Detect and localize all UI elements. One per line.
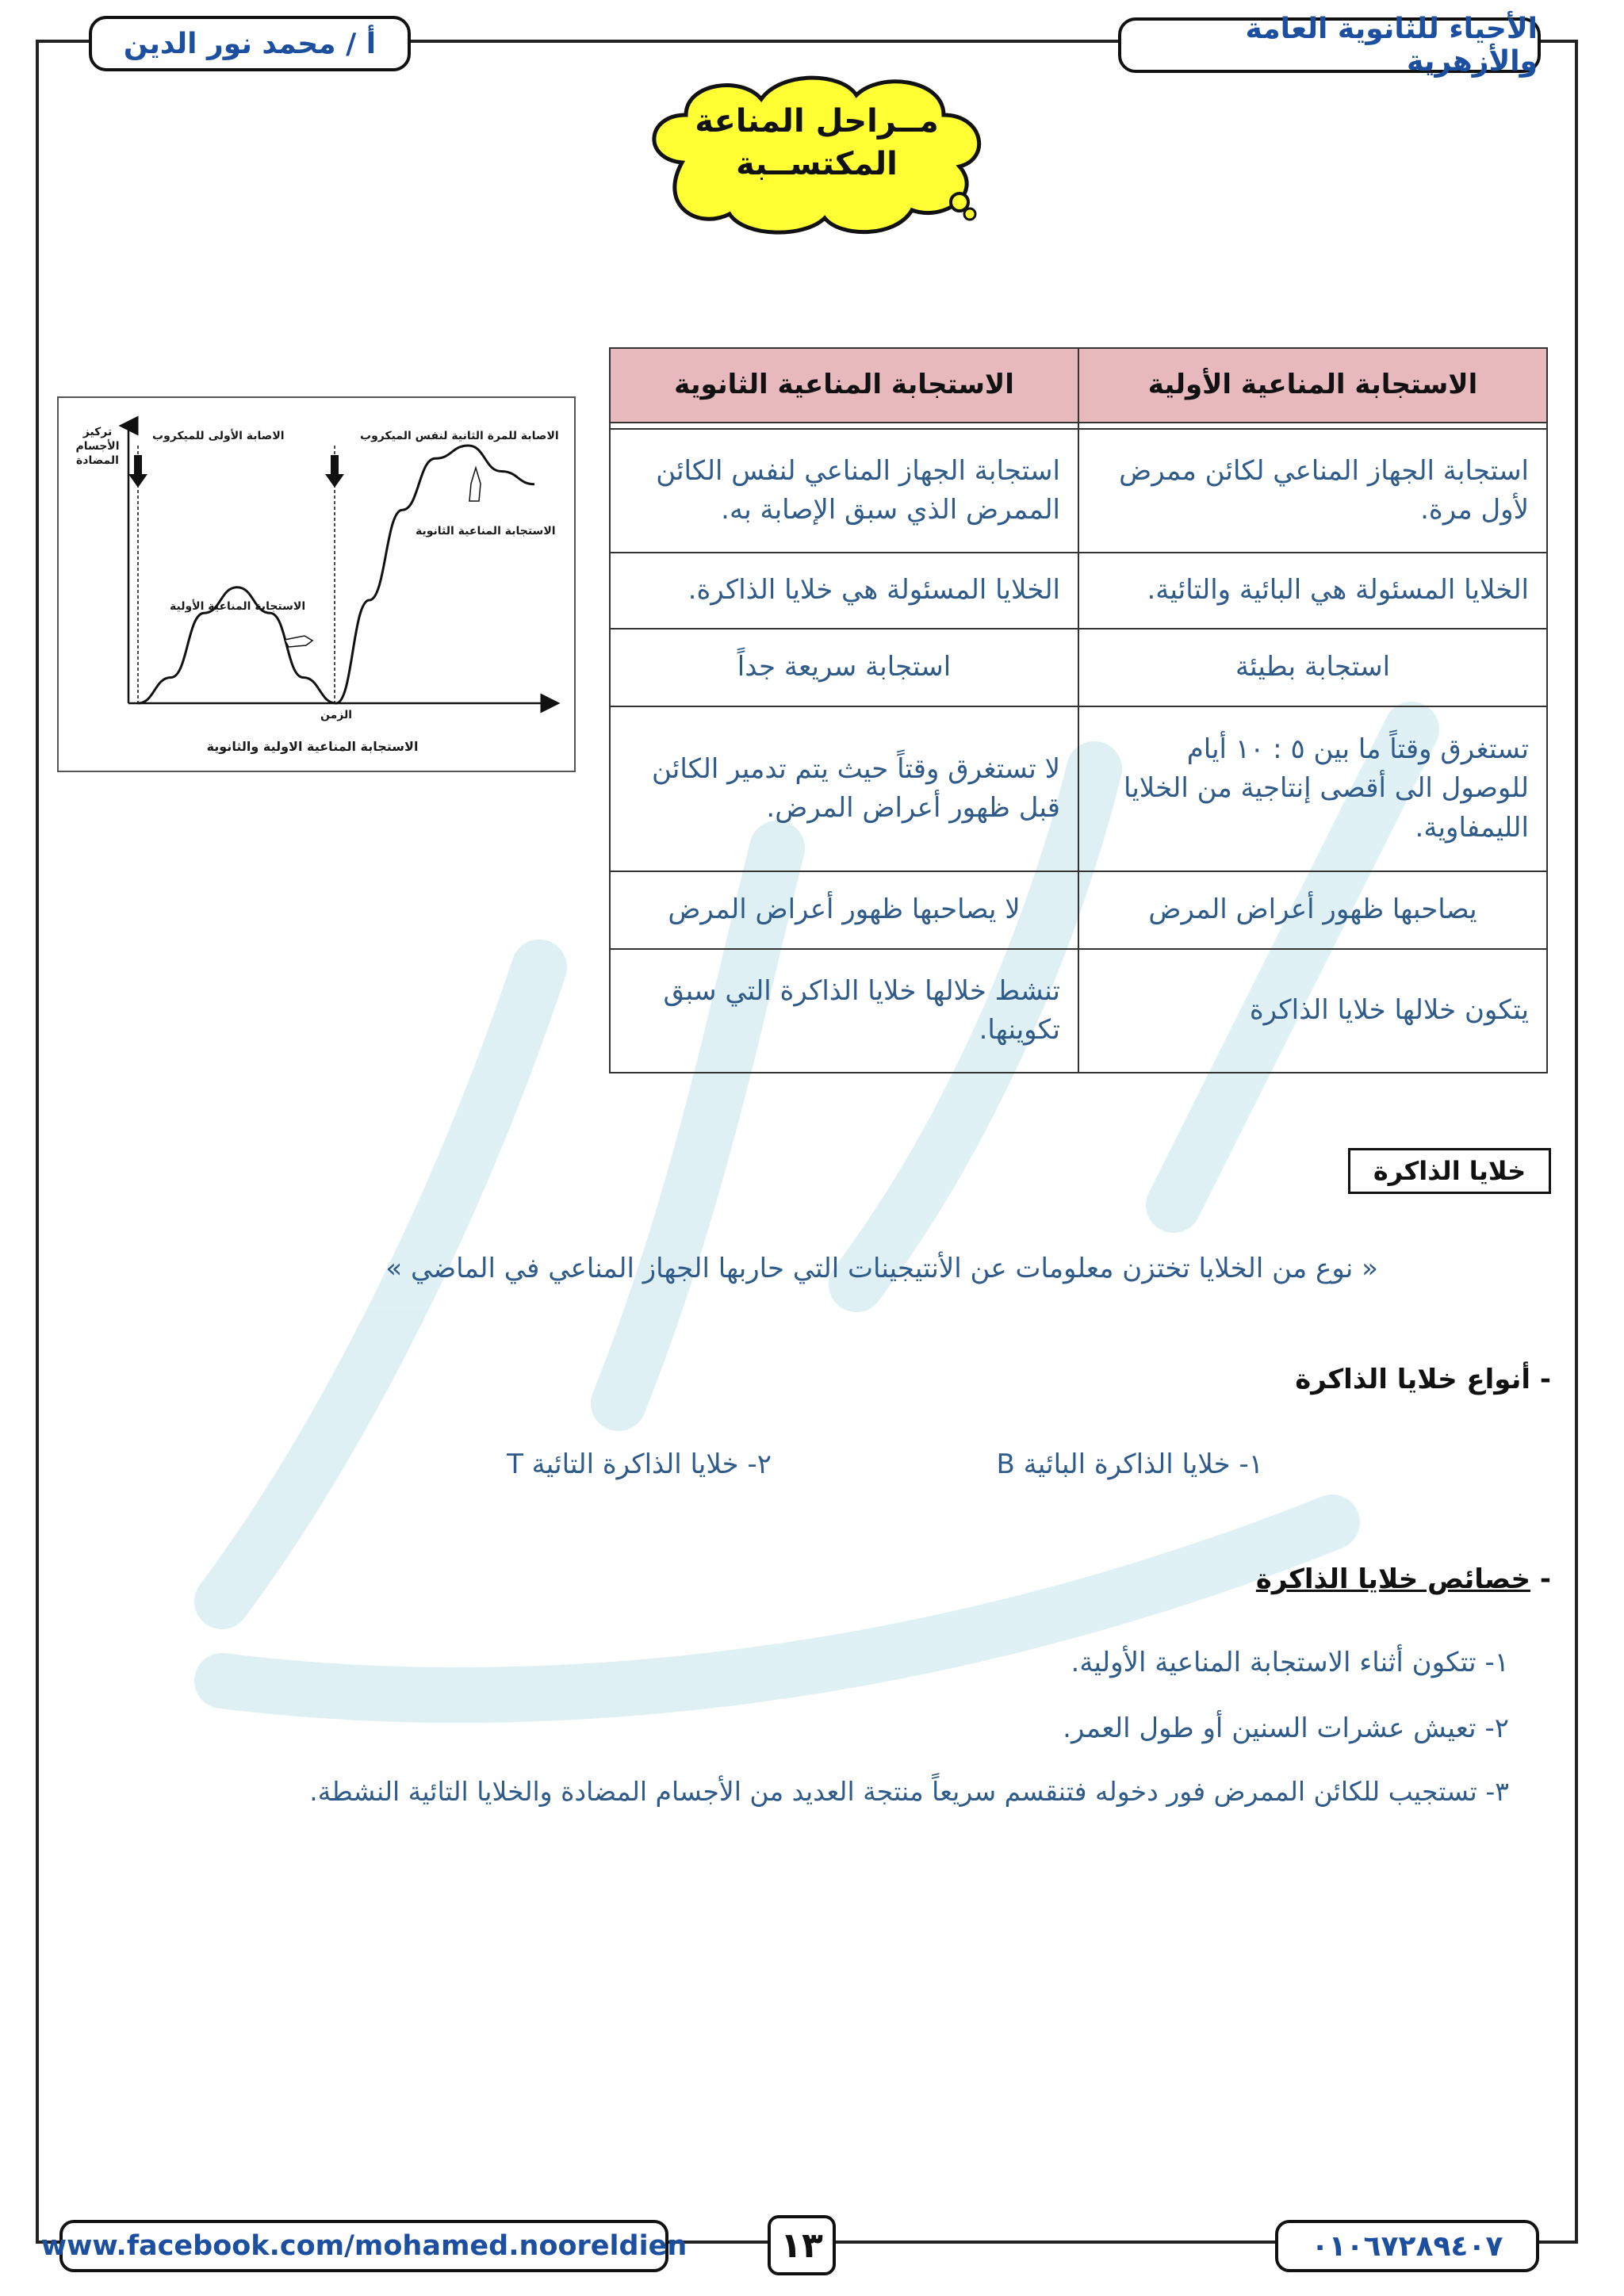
- graph-caption: الاستجابة المناعية الاولية والثانوية: [206, 739, 419, 754]
- footer-phone: [1275, 2220, 1539, 2272]
- props-heading-text: خصائص خلايا الذاكرة: [1255, 1563, 1531, 1595]
- graph-x-axis-label: الزمن: [320, 709, 353, 721]
- page-title-line2: المكتســبة: [736, 146, 898, 182]
- table-cell: يتكون خلالها خلايا الذاكرة: [1078, 949, 1547, 1073]
- footer-page-number: [768, 2215, 836, 2275]
- pointing-hand-icon: [285, 468, 481, 647]
- table-row: [610, 871, 1547, 949]
- table-header-secondary: الاستجابة المناعية الثانوية: [610, 348, 1078, 423]
- frame-bottom-c: [831, 2241, 1275, 2244]
- table-row: [610, 949, 1547, 1073]
- frame-left: [36, 40, 39, 2244]
- table-cell: الخلايا المسئولة هي خلايا الذاكرة.: [610, 553, 1078, 629]
- graph-secondary-response-label: الاستجابة المناعية الثانوية: [416, 525, 556, 538]
- graph-y-axis-label: تركيز الأجسام المضادة: [75, 426, 120, 468]
- table-row: [610, 429, 1547, 553]
- graph-second-infection-label: الاصابة للمرة الثانية لنفس الميكروب: [360, 430, 559, 442]
- table-row: [610, 553, 1547, 629]
- table-cell: استجابة الجهاز المناعي لنفس الكائن الممرض الذي سبق الإصابة به.: [610, 429, 1078, 553]
- page-number-text: ١٣: [780, 2225, 823, 2266]
- secondary-response-curve: [336, 446, 534, 703]
- frame-top-right: [1538, 40, 1578, 43]
- table-cell: استجابة سريعة جداً: [610, 629, 1078, 706]
- second-infection-arrow-icon: [325, 455, 344, 488]
- table-gap-row: [610, 423, 1547, 429]
- table-row: [610, 629, 1547, 706]
- memory-cell-prop-2: ٢- تعيش عشرات السنين أو طول العمر.: [1063, 1712, 1509, 1744]
- memory-cells-heading: [1348, 1148, 1551, 1194]
- memory-cell-type-b: ١- خلايا الذاكرة البائية B: [996, 1448, 1263, 1480]
- table-cell: الخلايا المسئولة هي البائية والتائية.: [1078, 553, 1547, 629]
- table-cell: تستغرق وقتاً ما بين ٥ : ١٠ أيام للوصول الى أقصى إنتاجية من الخلايا الليمفاوية.: [1078, 706, 1547, 871]
- memory-cell-prop-3: ٣- تستجيب للكائن الممرض فور دخوله فتنقسم سريعاً منتجة العديد من الأجسام المضادة والخلايا التائية النشطة.: [309, 1776, 1509, 1807]
- immune-response-chart: [59, 398, 574, 771]
- frame-top-left: [36, 40, 91, 43]
- immune-response-graph: [57, 396, 576, 772]
- comparison-table: [609, 347, 1548, 1073]
- frame-bottom-d: [1534, 2241, 1578, 2244]
- table-cell: استجابة بطيئة: [1078, 629, 1547, 706]
- memory-cell-types-heading: - أنواع خلايا الذاكرة: [1295, 1364, 1551, 1395]
- memory-cell-props-heading: [1256, 1563, 1551, 1595]
- footer-phone-text: ٠١٠٦٧٢٨٩٤٠٧: [1311, 2229, 1503, 2263]
- table-cell: استجابة الجهاز المناعي لكائن ممرض لأول مرة.: [1078, 429, 1547, 553]
- table-cell: يصاحبها ظهور أعراض المرض: [1078, 871, 1547, 949]
- header-right-title: [1118, 13, 1541, 78]
- memory-cell-type-t: ٢- خلايا الذاكرة التائية T: [507, 1448, 772, 1480]
- graph-first-infection-label: الاصابة الأولى للميكروب: [152, 430, 285, 442]
- header-right-title-text: الأحياء للثانوية العامة والأزهرية: [1245, 13, 1538, 78]
- first-infection-arrow-icon: [128, 455, 147, 488]
- table-cell: لا تستغرق وقتاً حيث يتم تدمير الكائن قبل ظهور أعراض المرض.: [610, 706, 1078, 871]
- header-left-title: [89, 16, 411, 71]
- page-title-line1: مــراحل المناعة: [695, 103, 939, 140]
- memory-cell-prop-1: ١- تتكون أثناء الاستجابة المناعية الأولية.: [1071, 1647, 1509, 1678]
- memory-cells-heading-text: خلايا الذاكرة: [1373, 1156, 1526, 1186]
- footer-website-text: www.facebook.com/mohamed.nooreldien: [40, 2230, 688, 2262]
- props-heading-dash: -: [1539, 1563, 1551, 1595]
- graph-primary-response-label: الاستجابة المناعية الأولية: [170, 600, 306, 613]
- footer-website[interactable]: [40, 2220, 688, 2272]
- table-row: [610, 706, 1547, 871]
- header-left-title-text: أ / محمد نور الدين: [123, 27, 377, 60]
- memory-cells-definition: « نوع من الخلايا تختزن معلومات عن الأنتيجينات التي حاربها الجهاز المناعي في الماضي »: [385, 1253, 1378, 1284]
- frame-right: [1575, 40, 1578, 2244]
- table-header-primary: الاستجابة المناعية الأولية: [1078, 348, 1547, 423]
- table-header-row: [610, 348, 1547, 423]
- page-title: [642, 75, 991, 210]
- table-cell: لا يصاحبها ظهور أعراض المرض: [610, 871, 1078, 949]
- table-cell: تنشط خلالها خلايا الذاكرة التي سبق تكوينها.: [610, 949, 1078, 1073]
- frame-top-middle: [404, 40, 1118, 43]
